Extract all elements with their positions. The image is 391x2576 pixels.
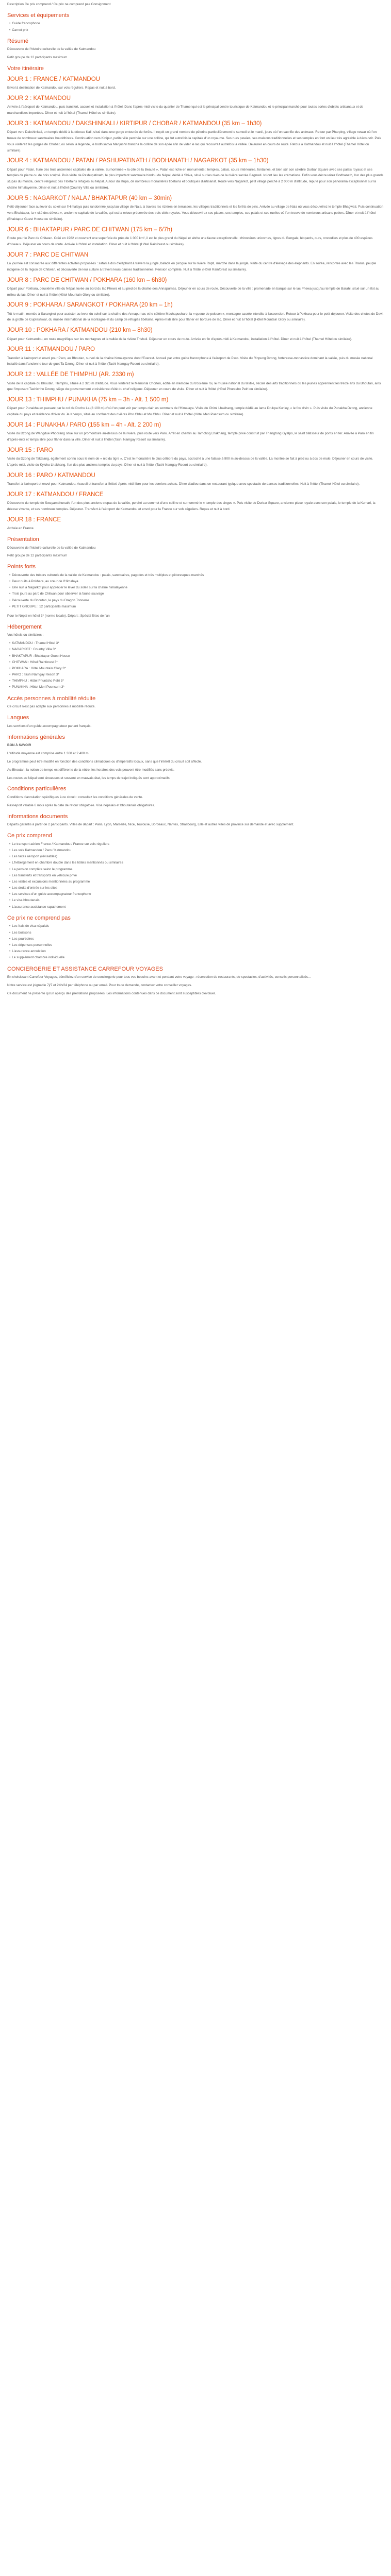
hotel-item: • POKHARA : Hôtel Mountain Glory 3* bbox=[9, 666, 384, 672]
services-title: Services et équipements bbox=[7, 12, 70, 19]
summary-line: Découverte de l'histoire culturelle de la vallée de Katmandou bbox=[7, 47, 96, 52]
general-info-title: Informations générales bbox=[7, 734, 65, 740]
presentation-line: Petit groupe de 12 participants maximum bbox=[7, 554, 68, 558]
points-forts-item: • PETIT GROUPE : 12 participants maximum bbox=[9, 604, 384, 610]
day-description: Visite de la capitale du Bhoutan, Thimphu, située à 2 320 m d'altitude. Vous visiterez le Memorial Chorten, édifié en mémoire du troisième roi, le musée national du textile, l'école des arts traditionnels où les jeunes apprennent les treize arts du Bhoutan, ainsi que l'imposant Tashichho Dzong, siège du gouvernement et résidence d'été du chef religieux. Déjeuner en cours de visite. Dîner et nuit à l'hôtel (Hôtel Phuntsho Pelri ou similaire). bbox=[7, 381, 382, 392]
hotel-item: • NAGARKOT : Country Villa 3* bbox=[9, 647, 384, 653]
services-item: • Carnet prix bbox=[9, 27, 384, 33]
day-description: Départ pour Katmandou, en route magnifique sur les montagnes et la vallée de la rivière Trishuli. Déjeuner en cours de route. Arrivée en fin d'après-midi à Katmandou, installation à l'hôtel. Dîner et nuit à l'hôtel (Thamel Hôtel ou similaire). bbox=[7, 337, 352, 341]
not-included-item: • Le supplément chambre individuelle bbox=[9, 955, 384, 961]
presentation-title: Présentation bbox=[7, 536, 39, 543]
day-title: JOUR 11 : KATMANDOU / PARO bbox=[7, 346, 95, 353]
day-title: JOUR 10 : POKHARA / KATMANDOU (210 km – 8h30) bbox=[7, 327, 153, 334]
conditions-title: Conditions particulières bbox=[7, 786, 67, 792]
day-description: Visite du Dzong de Wangdue Phodrang situé sur un promontoire au-dessus de la rivière, puis route vers Paro. Arrêt en chemin au Tamchog Lhakhang, temple privé construit par Thangtong Gyalpo, le saint bâtisseur de ponts en fer. Arrivée à Paro en fin d'après-midi et temps libre pour flâner dans la ville. Dîner et nuit à l'hôtel (Tashi Namgay Resort ou similaire). bbox=[7, 432, 374, 442]
general-info-paragraph: Les routes au Népal sont sinueuses et souvent en mauvais état, les temps de trajet indiqués sont approximatifs. bbox=[7, 776, 171, 780]
day-description: Tôt le matin, montée à Sarangkot pour assister au lever du soleil sur la chaîne des Annapurnas et le célèbre Machapuchare, la « queue de poisson », montagne sacrée interdite à l'ascension. Retour à Pokhara pour le petit-déjeuner. Visite des chutes de Devi, de la grotte de Gupteshwar, du musée international de la montagne et du camp de réfugiés tibétains. Après-midi libre pour flâner en bordure de lac. Dîner et nuit à l'hôtel (Hôtel Mountain Glory ou similaire). bbox=[7, 312, 384, 322]
not-included-list bbox=[7, 923, 384, 961]
day-description: Envol à destination de Katmandou sur vols réguliers. Repas et nuit à bord. bbox=[7, 86, 116, 90]
day-description: La journée est consacrée aux différentes activités proposées : safari à dos d'éléphant à travers la jungle, balade en pirogue sur la rivière Rapti, marche dans la jungle, visite du centre d'élevage des éléphants. En soirée, rencontre avec les Tharus, peuple indigène de la région de Chitwan, et découverte de leur culture à travers leurs danses traditionnelles. Pension complète. Nuit à l'hôtel (Hôtel Rainforest ou similaire). bbox=[7, 261, 377, 272]
services-list bbox=[7, 21, 384, 33]
day-description: Départ pour Pokhara, deuxième ville du Népal, lovée au bord du lac Phewa et au pied de la chaîne des Annapurnas. Déjeuner en cours de route. Découverte de la ville : promenade en barque sur le lac Phewa jusqu'au temple de Barahi, situé sur un îlot au milieu du lac. Dîner et nuit à l'hôtel (Hôtel Mountain Glory ou similaire). bbox=[7, 286, 380, 297]
day-title: JOUR 8 : PARC DE CHITWAN / POKHARA (160 km – 6h30) bbox=[7, 277, 167, 283]
concierge-paragraph: Ce document ne présente qu'un aperçu des prestations proposées. Les informations contenues dans ce document sont susceptibles d'évoluer. bbox=[7, 991, 216, 995]
not-included-item: • Les boissons bbox=[9, 930, 384, 936]
day-title: JOUR 1 : FRANCE / KATMANDOU bbox=[7, 76, 100, 82]
general-info-subtitle: BON À SAVOIR bbox=[7, 743, 31, 748]
day-title: JOUR 5 : NAGARKOT / NALA / BHAKTAPUR (40 km – 30min) bbox=[7, 195, 172, 201]
presentation-line: Découverte de l'histoire culturelle de la vallée de Katmandou bbox=[7, 546, 96, 550]
summary-title: Résumé bbox=[7, 38, 28, 44]
included-title: Ce prix comprend bbox=[7, 833, 52, 839]
points-forts-title: Points forts bbox=[7, 564, 36, 570]
general-info-paragraph: Au Bhoutan, la notion de temps est différente de la nôtre, les horaires des vols peuvent être modifiés sans préavis. bbox=[7, 768, 174, 772]
day-title: JOUR 7 : PARC DE CHITWAN bbox=[7, 251, 89, 258]
included-item: • Les visites et excursions mentionnées au programme bbox=[9, 879, 384, 885]
day-title: JOUR 4 : KATMANDOU / PATAN / PASHUPATINATH / BODHANATH / NAGARKOT (35 km – 1h30) bbox=[7, 158, 269, 164]
conditions-paragraph: Conditions d'annulation spécifiques à ce circuit : consultez les conditions générales de vente. bbox=[7, 795, 143, 800]
day-title: JOUR 18 : FRANCE bbox=[7, 516, 61, 523]
included-item: • Les droits d'entrée sur les sites bbox=[9, 885, 384, 891]
day-title: JOUR 3 : KATMANDOU / DAKSHINKALI / KIRTIPUR / CHOBAR / KATMANDOU (35 km – 1h30) bbox=[7, 120, 262, 127]
docs-paragraph: Départs garantis à partir de 2 participants. Villes de départ : Paris, Lyon, Marseille, Nice, Toulouse, Bordeaux, Nantes, Strasbourg, Lille et autres villes de province sur demande et avec supplément. bbox=[7, 823, 295, 827]
docs-title: Informations documents bbox=[7, 813, 68, 820]
hotel-item: • CHITWAN : Hôtel Rainforest 3* bbox=[9, 659, 384, 666]
points-forts-item: • Une nuit à Nagarkot pour apprécier le lever du soleil sur la chaîne himalayenne bbox=[9, 585, 384, 591]
day-description: Départ pour Punakha en passant par le col de Dochu La (3 100 m) d'où l'on peut voir par temps clair les sommets de l'Himalaya. Visite du Chimi Lhakhang, temple dédié au lama Drukpa Kunley, « le fou divin ». Puis visite du Punakha Dzong, ancienne capitale du pays et résidence d'hiver du Je Khenpo, situé au confluent des rivières Pho Chhu et Mo Chhu. Dîner et nuit à l'hôtel (Hôtel Meri Puensum ou similaire). bbox=[7, 406, 372, 417]
concierge-paragraph: En choisissant Carrefour Voyages, bénéficiez d'un service de conciergerie pour tous vos besoins avant et pendant votre voyage : réservation de restaurants, de spectacles, d'activités, conseils personnalisés… bbox=[7, 975, 312, 979]
conditions-paragraph: Passeport valable 6 mois après la date de retour obligatoire. Visa népalais et bhoutanais obligatoires. bbox=[7, 803, 155, 807]
included-item: • La pension complète selon le programme bbox=[9, 867, 384, 873]
languages-text: Les services d'un guide accompagnateur parlant français. bbox=[7, 724, 92, 728]
languages-title: Langues bbox=[7, 715, 29, 721]
not-included-item: • L'assurance annulation bbox=[9, 948, 384, 955]
day-description: Découverte du temple de Swayambhunath, l'un des plus anciens stupas de la vallée, perché au sommet d'une colline et surnommé le « temple des singes ». Puis visite de Durbar Square, ancienne place royale avec son palais, le temple de la Kumari, la déesse vivante, et ses nombreux temples. Déjeuner. Transfert à l'aéroport de Katmandou et envol pour la France sur vols réguliers. Repas et nuit à bord. bbox=[7, 501, 376, 512]
points-forts-item: • Deux nuits à Pokhara, au cœur de l'Himalaya bbox=[9, 579, 384, 585]
points-forts-item: • Découverte des trésors culturels de la vallée de Katmandou : palais, sanctuaires, pagodes et très multiples et pittoresques marchés bbox=[9, 572, 384, 579]
day-title: JOUR 2 : KATMANDOU bbox=[7, 95, 71, 101]
points-forts-item: • Découverte du Bhoutan, le pays du Dragon Tonnerre bbox=[9, 598, 384, 604]
day-description: Départ vers Dakshinkali, un temple dédié à la déesse Kali, situé dans une gorge entourée de forêts. Il reçoit un grand nombre de pèlerins particulièrement le samedi et le mardi, jours où l'on sacrifie des animaux. Retour par Pharping, village newar où l'on trouve de nombreux sanctuaires bouddhistes. Continuation vers Kirtipur, petite ville perchée sur une colline, qui fut autrefois la capitale d'un royaume. Ses rues pavées, ses maisons traditionnelles et ses temples en font un lieu très agréable à découvrir. Puis vous visiterez les gorges de Chobar, où selon la légende, le bodhisattva Manjushri trancha la colline de son épée afin de vider le lac qui recouvrait autrefois la vallée. Déjeuner en cours de route. Retour à Katmandou et nuit à l'hôtel (Thamel Hôtel ou similaire). bbox=[7, 130, 381, 152]
access-text: Ce circuit n'est pas adapté aux personnes à mobilité réduite. bbox=[7, 705, 96, 709]
included-item: • Le transport aérien France / Katmandou / France sur vols réguliers bbox=[9, 841, 384, 848]
trip-document bbox=[0, 0, 391, 997]
hotel-item: • THIMPHU : Hôtel Phuntsho Pelri 3* bbox=[9, 678, 384, 684]
concierge-paragraph: Notre service est joignable 7j/7 et 24h/24 par téléphone ou par email. Pour toute demande, contactez votre conseiller voyages. bbox=[7, 983, 192, 987]
day-title: JOUR 14 : PUNAKHA / PARO (155 km – 4h - Alt. 2 200 m) bbox=[7, 422, 161, 429]
day-title: JOUR 12 : VALLÉE DE THIMPHU (AR. 2330 m) bbox=[7, 371, 134, 378]
hotels-intro: Vos hôtels ou similaires : bbox=[7, 633, 44, 637]
day-description: Arrivée à l'aéroport de Katmandou, puis transfert, accueil et installation à l'hôtel. Dans l'après-midi visite du quartier de Thamel qui est le principal centre touristique de Katmandou et le principal marché pour toutes sortes d'objets artisanaux et de marchandises importées. Dîner et nuit à l'hôtel (Thamel Hôtel ou similaire). bbox=[7, 105, 364, 115]
included-item: • L'assurance assistance rapatriement bbox=[9, 904, 384, 910]
hotel-item: • PUNAKHA : Hôtel Meri Puensum 3* bbox=[9, 684, 384, 690]
points-forts-item: • Trois jours au parc de Chitwan pour observer la faune sauvage bbox=[9, 591, 384, 597]
itinerary-days bbox=[7, 76, 384, 532]
included-item: • Les taxes aéroport (révisables) bbox=[9, 854, 384, 860]
header-note: Description Ce prix comprend / Ce prix ne comprend pas Consignment bbox=[7, 3, 111, 6]
itinerary-title: Votre itinéraire bbox=[7, 65, 44, 72]
day-description: Transfert à l'aéroport et envol pour Katmandou. Accueil et transfert à l'hôtel. Après-midi libre pour les derniers achats. Dîner d'adieu dans un restaurant typique avec spectacle de danses traditionnelles. Nuit à l'hôtel (Thamel Hôtel ou similaire). bbox=[7, 482, 360, 486]
included-item: • Les vols Katmandou / Paro / Katmandou bbox=[9, 848, 384, 854]
access-title: Accès personnes à mobilité réduite bbox=[7, 695, 96, 702]
hotel-item: • KATMANDOU : Thamel Hôtel 3* bbox=[9, 640, 384, 647]
not-included-item: • Les pourboires bbox=[9, 936, 384, 942]
concierge-body bbox=[7, 974, 384, 997]
hotel-item: • BHAKTAPUR : Bhaktapur Guest House bbox=[9, 653, 384, 659]
services-item: • Guide francophone bbox=[9, 21, 384, 27]
hotels-note: Pour le Népal en hôtel 3* (norme locale). Départ : Spécial fêtes de l'an bbox=[7, 614, 110, 618]
day-title: JOUR 6 : BHAKTAPUR / PARC DE CHITWAN (175 km – 6/7h) bbox=[7, 226, 172, 233]
included-item: • Les transferts et transports en véhicule privé bbox=[9, 873, 384, 879]
hotel-item: • PARO : Tashi Namgay Resort 3* bbox=[9, 672, 384, 678]
day-description: Arrivée en France. bbox=[7, 527, 35, 531]
day-description: Petit-déjeuner face au lever du soleil sur l'Himalaya puis randonnée jusqu'au village de Nala, à travers les rizières en terrasses, les villages traditionnels et les forêts de pins. Arrivée au village de Nala où vous découvrirez le temple Bhagwati. Puis continuation vers Bhaktapur, la « cité des dévots », ancienne capitale de la vallée, qui est la mieux préservée des trois cités royales. Vous découvrirez ses places, ses temples, ses palais et ses ruelles où l'on trouve de nombreux artisans potiers. Dîner et nuit à l'hôtel (Bhaktapur Guest House ou similaire). bbox=[7, 205, 383, 221]
not-included-item: • Les frais de visa népalais bbox=[9, 923, 384, 929]
day-title: JOUR 13 : THIMPHU / PUNAKHA (75 km – 3h - Alt. 1 500 m) bbox=[7, 397, 169, 403]
day-description: Visite du Dzong de Taktsang, également connu sous le nom de « nid du tigre ». C'est le monastère le plus célèbre du pays, accroché à une falaise à 900 m au-dessus de la vallée. La montée se fait à pied ou à dos de mule. Déjeuner en cours de visite. L'après-midi, visite du Kyichu Lhakhang, l'un des plus anciens temples du pays. Dîner et nuit à l'hôtel (Tashi Namgay Resort ou similaire). bbox=[7, 457, 373, 467]
day-description: Transfert à l'aéroport et envol pour Paro, au Bhoutan, survol de la chaîne himalayenne dont l'Everest. Accueil par votre guide francophone à l'aéroport de Paro. Visite du Rinpung Dzong, forteresse-monastère dominant la vallée, puis du musée national installé dans l'ancienne tour de guet Ta Dzong. Dîner et nuit à l'hôtel (Tashi Namgay Resort ou similaire). bbox=[7, 356, 373, 366]
day-title: JOUR 16 : PARO / KATMANDOU bbox=[7, 472, 95, 479]
day-title: JOUR 9 : POKHARA / SARANGKOT / POKHARA (20 km – 1h) bbox=[7, 302, 173, 309]
included-item: • Les services d'un guide accompagnateur francophone bbox=[9, 891, 384, 897]
day-title: JOUR 15 : PARO bbox=[7, 447, 53, 454]
hotels-list bbox=[7, 640, 384, 690]
not-included-title: Ce prix ne comprend pas bbox=[7, 914, 71, 921]
hotels-title: Hébergement bbox=[7, 623, 42, 630]
included-item: • L'hébergement en chambre double dans les hôtels mentionnés ou similaires bbox=[9, 860, 384, 866]
included-item: • Le visa bhoutanais bbox=[9, 897, 384, 904]
summary-line: Petit groupe de 12 participants maximum bbox=[7, 56, 68, 60]
not-included-item: • Les dépenses personnelles bbox=[9, 942, 384, 948]
general-info-paragraph: Le programme peut être modifié en fonction des conditions climatiques ou d'impératifs locaux, sans que l'intérêt du circuit soit affecté. bbox=[7, 759, 202, 764]
general-info-paragraph: L'altitude moyenne est comprise entre 1 300 et 2 400 m. bbox=[7, 752, 90, 756]
docs-body bbox=[7, 822, 384, 828]
day-title: JOUR 17 : KATMANDOU / FRANCE bbox=[7, 491, 104, 498]
concierge-title: CONCIERGERIE ET ASSISTANCE CARREFOUR VOYAGES bbox=[7, 965, 163, 972]
day-description: Route pour le Parc de Chitwan. Créé en 1962 et couvrant une superficie de près de 1 000 km², il est le plus grand du Népal et abrite une faune exceptionnelle : rhinocéros unicornes, tigres du Bengale, léopards, ours, crocodiles et plus de 400 espèces d'oiseaux. Déjeuner en cours de route. Arrivée à l'hôtel et installation. Dîner et nuit à l'hôtel (Hôtel Rainforest ou similaire). bbox=[7, 236, 373, 246]
included-list bbox=[7, 841, 384, 910]
conditions-body bbox=[7, 794, 384, 809]
day-description: Départ pour Patan, l'une des trois anciennes capitales de la vallée. Surnommée « la cité de la Beauté », Patan est riche en monuments : temples, palais, cours intérieures, fontaines, et bien sûr son célèbre Durbar Square avec ses palais royaux et ses temples de pierre ou de bois sculpté. Puis visite de Pashupatinath, le plus important sanctuaire hindou du Népal, dédié à Shiva, situé sur les rives de la rivière sacrée Bagmati. Ici ont lieu les crémations. Enfin vous découvrirez Bodhanath, l'un des plus grands stupas du monde, centre religieux des Tibétains réfugiés au Népal. Autour du stupa, de nombreux monastères tibétains et boutiques d'artisanat. Route vers Nagarkot, petit village perché à 2 000 m d'altitude, réputé pour son panorama exceptionnel sur la chaîne himalayenne. Dîner et nuit à l'hôtel (Country Villa ou similaire). bbox=[7, 167, 384, 190]
points-forts-list bbox=[7, 572, 384, 610]
general-info-body bbox=[7, 751, 384, 781]
